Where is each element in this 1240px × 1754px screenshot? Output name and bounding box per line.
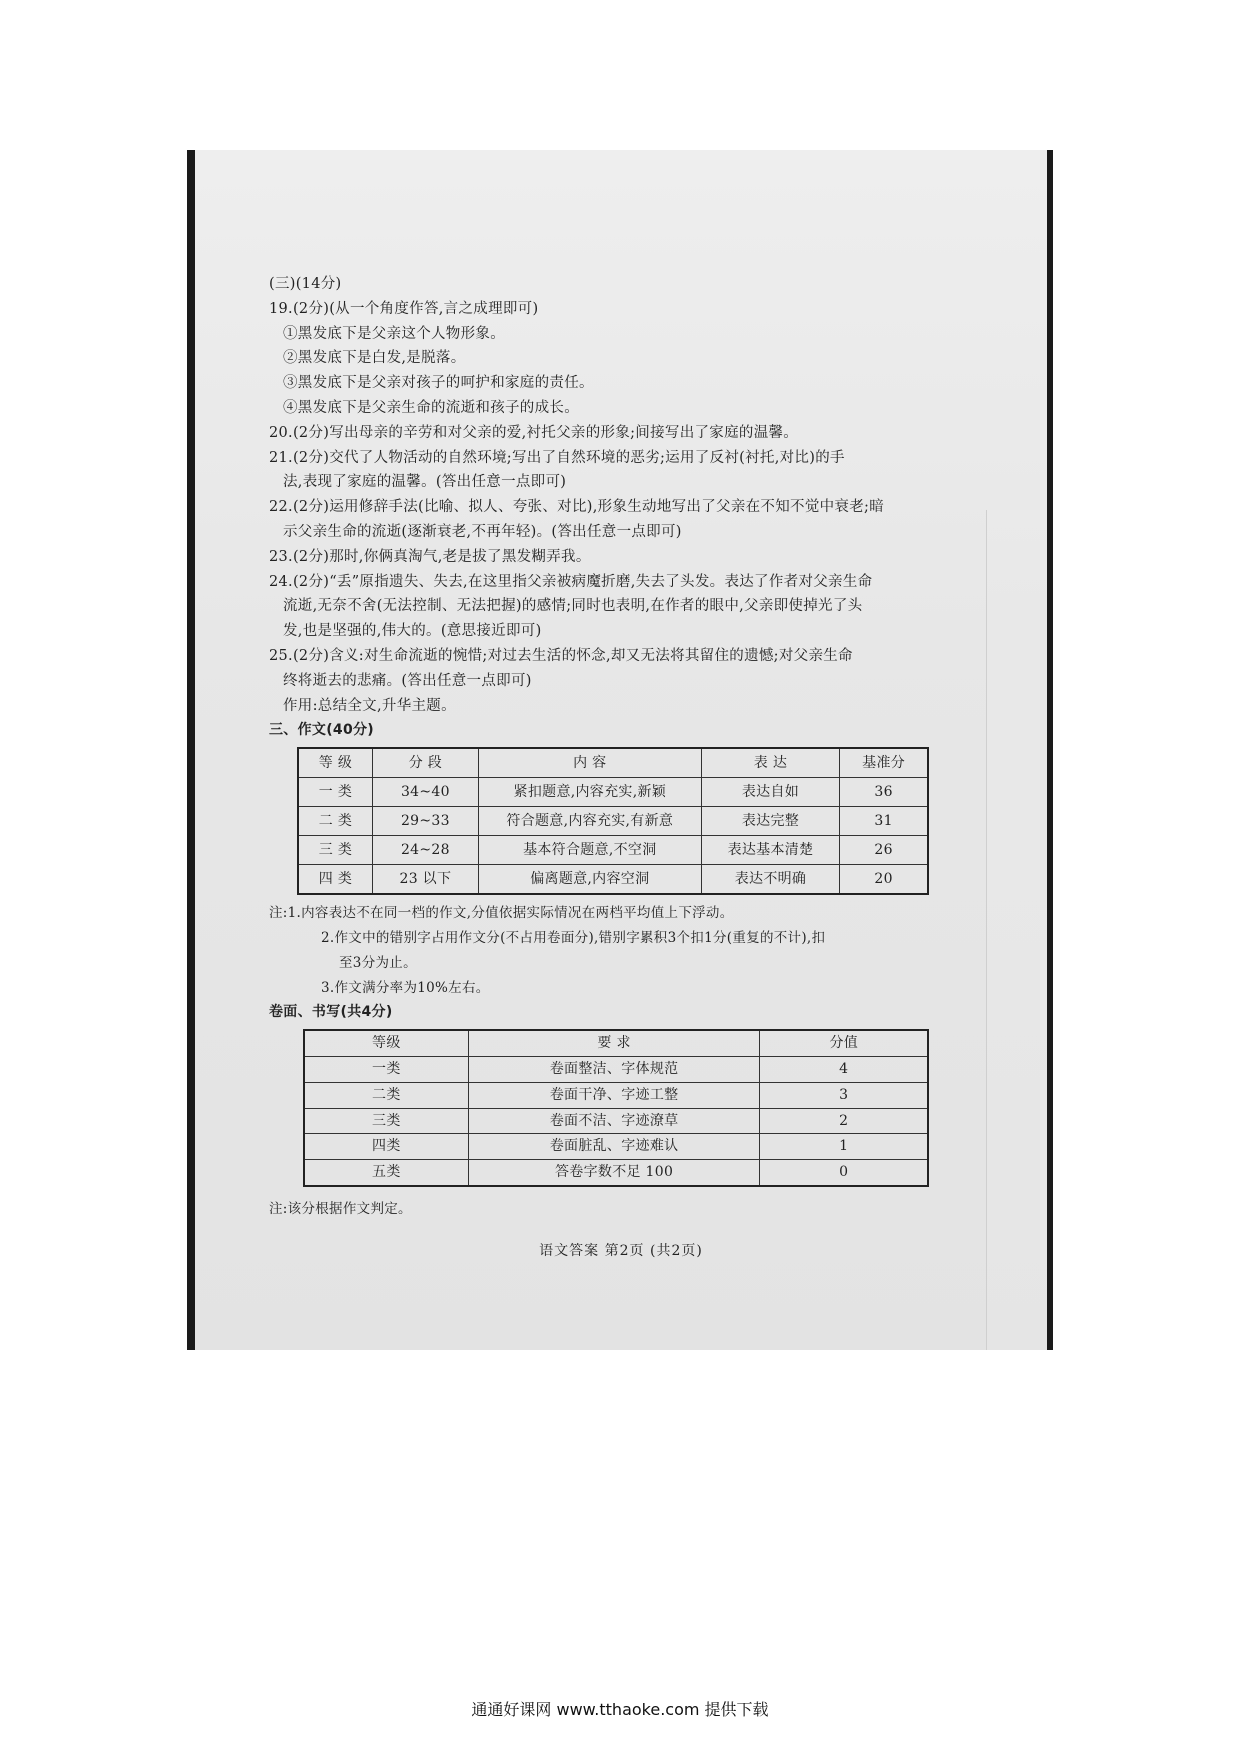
essay-cell: 23 以下 [372,865,478,895]
writing-cell: 卷面整洁、字体规范 [468,1056,760,1082]
essay-cell: 36 [840,778,928,807]
essay-cell: 三 类 [298,836,372,865]
essay-note: 2.作文中的错别字占用作文分(不占用卷面分),错别字累积3个扣1分(重复的不计),扣 [321,929,826,946]
essay-col-header: 分 段 [372,748,478,778]
q22-line: 示父亲生命的流逝(逐渐衰老,不再年轻)。(答出任意一点即可) [283,523,682,540]
q23-line: 23.(2分)那时,你俩真淘气,老是拔了黑发糊弄我。 [269,548,591,565]
essay-cell: 一 类 [298,778,372,807]
writing-cell: 卷面不洁、字迹潦草 [468,1108,760,1134]
essay-cell: 31 [840,807,928,836]
q19-line: 19.(2分)(从一个角度作答,言之成理即可) [269,300,539,317]
writing-cell: 三类 [304,1108,468,1134]
essay-cell: 符合题意,内容充实,有新意 [478,807,701,836]
writing-col-header: 分值 [760,1030,928,1056]
q25-line: 终将逝去的悲痛。(答出任意一点即可) [283,672,532,689]
table-row [298,836,928,865]
essay-cell: 基本符合题意,不空洞 [478,836,701,865]
writing-cell: 4 [760,1056,928,1082]
essay-cell: 29~33 [372,807,478,836]
essay-cell: 紧扣题意,内容充实,新颖 [478,778,701,807]
q19-item: ④黑发底下是父亲生命的流逝和孩子的成长。 [283,399,579,416]
writing-cell: 2 [760,1108,928,1134]
writing-cell: 二类 [304,1082,468,1108]
essay-cell: 表达不明确 [701,865,840,895]
writing-cell: 四类 [304,1134,468,1160]
table-row [304,1108,928,1134]
essay-cell: 偏离题意,内容空洞 [478,865,701,895]
essay-cell: 二 类 [298,807,372,836]
essay-note: 3.作文满分率为10%左右。 [321,979,490,996]
table-row [304,1056,928,1082]
q22-line: 22.(2分)运用修辞手法(比喻、拟人、夸张、对比),形象生动地写出了父亲在不知不觉中衰老;暗 [269,499,885,516]
essay-cell: 34~40 [372,778,478,807]
table-row [304,1134,928,1160]
q19-item: ②黑发底下是白发,是脱落。 [283,350,466,367]
writing-header: 卷面、书写(共4分) [269,1004,393,1021]
page-footer: 语文答案 第2页 (共2页) [539,1243,703,1259]
writing-grading-table [303,1029,929,1187]
essay-cell: 表达自如 [701,778,840,807]
writing-cell: 1 [760,1134,928,1160]
q24-line: 24.(2分)“丢”原指遗失、失去,在这里指父亲被病魔折磨,失去了头发。表达了作者对父亲生命 [269,573,873,590]
writing-col-header: 等级 [304,1030,468,1056]
writing-cell: 五类 [304,1160,468,1186]
writing-cell: 一类 [304,1056,468,1082]
answer-content [269,272,929,1222]
section3-header: (三)(14分) [269,276,342,292]
table-row [298,807,928,836]
q25-line: 作用:总结全文,升华主题。 [283,697,456,714]
answer-sheet [195,150,1047,1350]
essay-note: 至3分为止。 [339,954,417,971]
essay-col-header: 表 达 [701,748,840,778]
essay-cell: 26 [840,836,928,865]
essay-cell: 表达完整 [701,807,840,836]
q25-line: 25.(2分)含义:对生命流逝的惋惜;对过去生活的怀念,却又无法将其留住的遗憾;对父亲生命 [269,647,853,664]
q21-line: 21.(2分)交代了人物活动的自然环境;写出了自然环境的恶劣;运用了反衬(衬托,对比)的手 [269,449,845,466]
q20-line: 20.(2分)写出母亲的辛劳和对父亲的爱,衬托父亲的形象;间接写出了家庭的温馨。 [269,424,799,441]
essay-col-header: 基准分 [840,748,928,778]
writing-cell: 答卷字数不足 100 [468,1160,760,1186]
writing-cell: 0 [760,1160,928,1186]
essay-note: 注:1.内容表达不在同一档的作文,分值依据实际情况在两档平均值上下浮动。 [269,905,734,922]
q19-item: ③黑发底下是父亲对孩子的呵护和家庭的责任。 [283,375,594,392]
q24-line: 发,也是坚强的,伟大的。(意思接近即可) [283,623,542,640]
paper-fold-edge [986,510,1047,1350]
table-row [298,865,928,895]
essay-cell: 表达基本清楚 [701,836,840,865]
writing-table-header-row [304,1030,928,1056]
essay-col-header: 等 级 [298,748,372,778]
q19-item: ①黑发底下是父亲这个人物形象。 [283,325,505,342]
essay-cell: 20 [840,865,928,895]
table-row [304,1160,928,1186]
essay-col-header: 内 容 [478,748,701,778]
download-watermark: 通通好课网 www.tthaoke.com 提供下载 [471,1700,769,1719]
essay-cell: 24~28 [372,836,478,865]
scanned-page-frame [187,150,1053,1350]
writing-cell: 卷面脏乱、字迹难认 [468,1134,760,1160]
essay-grading-table [297,747,929,895]
essay-table-header-row [298,748,928,778]
essay-cell: 四 类 [298,865,372,895]
q24-line: 流逝,无奈不舍(无法控制、无法把握)的感情;同时也表明,在作者的眼中,父亲即使掉光了头 [283,598,863,615]
writing-note: 注:该分根据作文判定。 [269,1200,412,1217]
writing-cell: 卷面干净、字迹工整 [468,1082,760,1108]
writing-cell: 3 [760,1082,928,1108]
writing-col-header: 要 求 [468,1030,760,1056]
essay-header: 三、作文(40分) [269,722,374,739]
table-row [304,1082,928,1108]
q21-line: 法,表现了家庭的温馨。(答出任意一点即可) [283,474,567,491]
table-row [298,778,928,807]
